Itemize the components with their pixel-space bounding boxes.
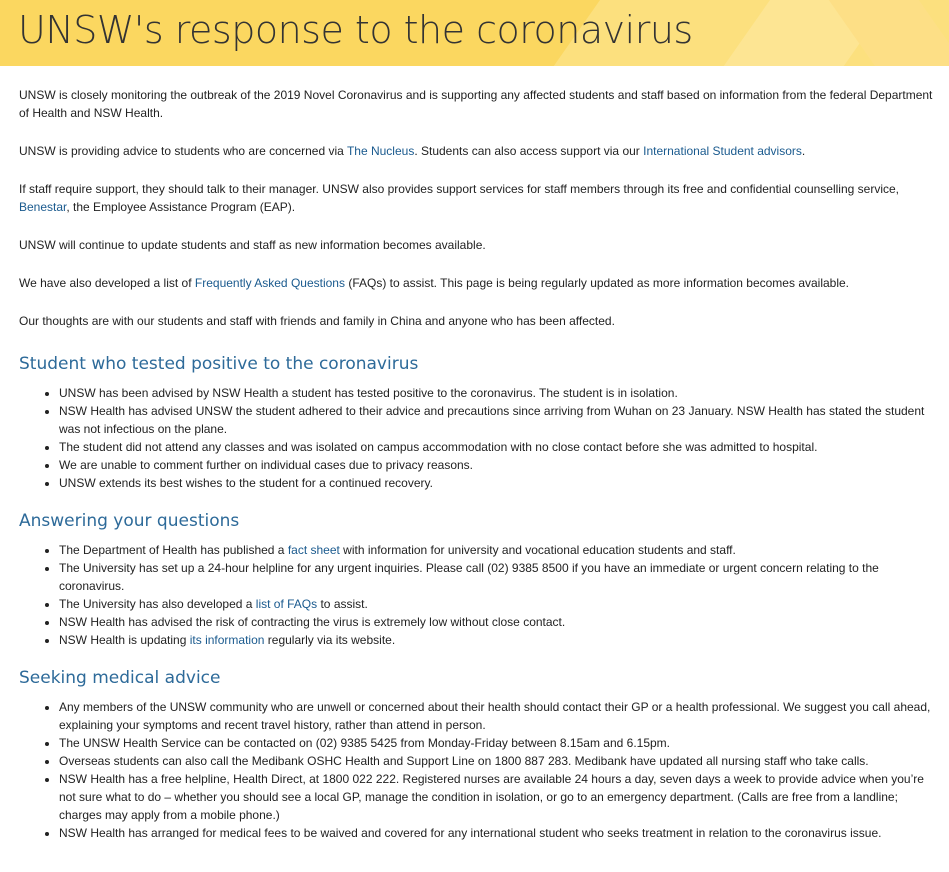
page-banner [0, 0, 949, 66]
medical-advice-list [19, 698, 935, 842]
intro-paragraph: We have also developed a list of Frequently Asked Questions (FAQs) to assist. This page is being regularly updated as more information becomes available. [19, 276, 850, 290]
intro-paragraph: Our thoughts are with our students and staff with friends and family in China and anyone who has been affected. [19, 314, 615, 328]
international-student-advisors-link[interactable]: International Student advisors [643, 144, 802, 158]
section-heading-positive-case: Student who tested positive to the coronavirus [19, 354, 419, 374]
section-heading-medical-advice: Seeking medical advice [19, 668, 221, 688]
list-item: • NSW Health has advised UNSW the student adhered to their advice and precautions since arriving from Wuhan on 23 January. NSW Health has stated the student was not infectious on the plane. [59, 402, 935, 438]
answering-questions-list [19, 541, 935, 649]
main-content [19, 86, 935, 859]
list-item: • NSW Health is updating its information regularly via its website. [59, 631, 935, 649]
list-item: • The Department of Health has published a fact sheet with information for university and vocational education students and staff. [59, 541, 935, 559]
list-item: • The University has also developed a list of FAQs to assist. [59, 595, 935, 613]
list-item: • UNSW has been advised by NSW Health a student has tested positive to the coronavirus. The student is in isolation. [59, 384, 935, 402]
intro-paragraph: UNSW will continue to update students and staff as new information becomes available. [19, 238, 486, 252]
fact-sheet-link[interactable]: fact sheet [287, 543, 340, 557]
intro-paragraph: If staff require support, they should talk to their manager. UNSW also provides support services for staff members through its free and confidential counselling service, Benestar, the Employee Assistance Program (EAP). [19, 182, 899, 214]
positive-case-list [19, 384, 935, 492]
list-item: • We are unable to comment further on individual cases due to privacy reasons. [59, 456, 935, 474]
list-item: • Overseas students can also call the Medibank OSHC Health and Support Line on 1800 887 283. Medibank have updated all nursing staff who take calls. [59, 752, 935, 770]
faq-link[interactable]: Frequently Asked Questions [194, 276, 345, 290]
list-item: • The student did not attend any classes and was isolated on campus accommodation with no close contact before she was admitted to hospital. [59, 438, 935, 456]
list-item: • The University has set up a 24-hour helpline for any urgent inquiries. Please call (02) 9385 8500 if you have an immediate or urgent concern relating to the coronavirus. [59, 559, 935, 595]
list-item: • UNSW extends its best wishes to the student for a continued recovery. [59, 474, 935, 492]
list-item: • NSW Health has advised the risk of contracting the virus is extremely low without close contact. [59, 613, 935, 631]
list-of-faqs-link[interactable]: list of FAQs [255, 597, 318, 611]
list-item: • NSW Health has a free helpline, Health Direct, at 1800 022 222. Registered nurses are available 24 hours a day, seven days a week to provide advice when you’re not sure what to do – whether you should see a local GP, manage the condition in isolation, or go to an emergency department. (Calls are free from a landline; charges may apply from a mobile phone.) [59, 770, 935, 824]
its-information-link[interactable]: its information [189, 633, 265, 647]
page-title: UNSW's response to the coronavirus [18, 8, 693, 52]
list-item: • NSW Health has arranged for medical fees to be waived and covered for any international student who seeks treatment in relation to the coronavirus issue. [59, 824, 935, 842]
the-nucleus-link[interactable]: The Nucleus [346, 144, 415, 158]
list-item: • The UNSW Health Service can be contacted on (02) 9385 5425 from Monday-Friday between 8.15am and 6.15pm. [59, 734, 935, 752]
benestar-link[interactable]: Benestar [19, 200, 67, 214]
intro-paragraph: UNSW is providing advice to students who are concerned via The Nucleus. Students can also access support via our International Student advisors. [19, 144, 806, 158]
list-item: • Any members of the UNSW community who are unwell or concerned about their health should contact their GP or a health professional. We suggest you call ahead, explaining your symptoms and recent travel history, rather than attend in person. [59, 698, 935, 734]
section-heading-answering-questions: Answering your questions [19, 511, 240, 531]
intro-paragraph: UNSW is closely monitoring the outbreak of the 2019 Novel Coronavirus and is supporting any affected students and staff based on information from the federal Department of Health and NSW Health. [19, 88, 933, 120]
